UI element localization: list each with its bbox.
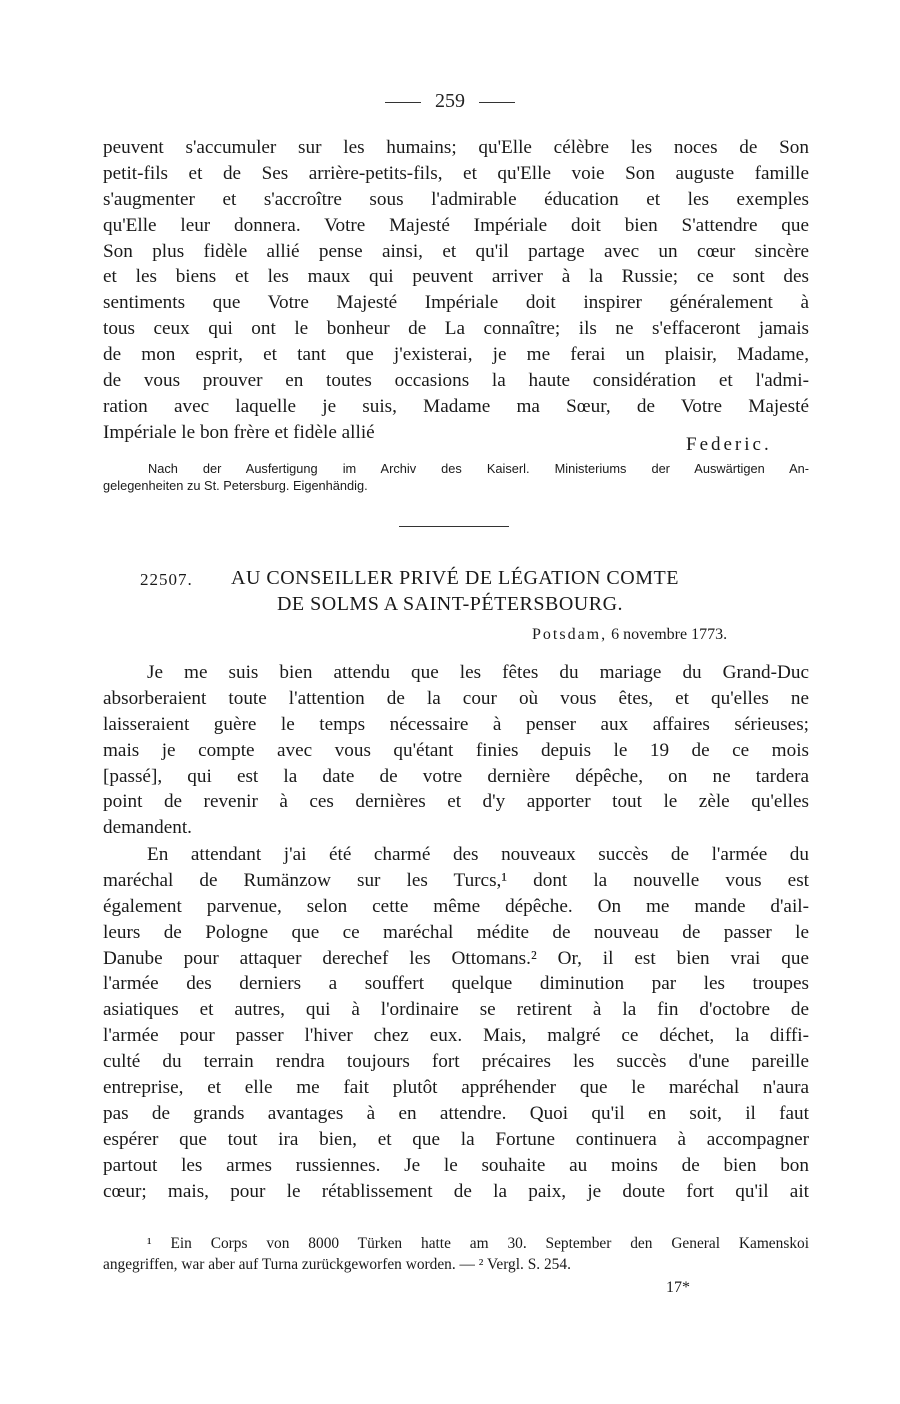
text-line: s'augmenter et s'accroître sous l'admirable éducation et les exemples	[103, 188, 809, 210]
source-note-line: Nach der Ausfertigung im Archiv des Kaiserl. Ministeriums der Auswärtigen An-	[148, 461, 809, 476]
dateline	[532, 626, 727, 644]
footnote-line: angegriffen, war aber auf Turna zurückgeworfen worden. — ² Vergl. S. 254.	[103, 1256, 571, 1273]
header-dash-left	[385, 102, 421, 103]
text-line: Impériale le bon frère et fidèle allié	[103, 421, 375, 443]
page-number-header	[0, 90, 900, 113]
footnote-line: ¹ Ein Corps von 8000 Türken hatte am 30. September den General Kamenskoi	[147, 1235, 809, 1252]
header-dash-right	[479, 102, 515, 103]
text-line: entreprise, et elle me fait plutôt appréhender que le maréchal n'aura	[103, 1077, 809, 1099]
text-line: leurs de Pologne que ce maréchal médite de nouveau de passer le	[103, 921, 809, 943]
dateline-date: 6 novembre 1773.	[611, 626, 728, 643]
page-number: 259	[435, 90, 465, 112]
text-line: qu'Elle leur donnera. Votre Majesté Impériale doit bien S'attendre que	[103, 214, 809, 236]
source-note-line: gelegenheiten zu St. Petersburg. Eigenhändig.	[103, 478, 368, 493]
dateline-place: Potsdam,	[532, 626, 608, 643]
signature: Federic.	[686, 434, 772, 455]
text-line: Son plus fidèle allié pense ainsi, et qu'il partage avec un cœur sincère	[103, 240, 809, 262]
text-line: de mon esprit, et tant que j'existerai, je me ferai un plaisir, Madame,	[103, 344, 809, 366]
text-line: sentiments que Votre Majesté Impériale doit inspirer généralement à	[103, 292, 809, 314]
letter-title-line2: DE SOLMS A SAINT-PÉTERSBOURG.	[276, 593, 624, 615]
text-line: En attendant j'ai été charmé des nouveaux succès de l'armée du	[147, 844, 809, 865]
paragraph-2	[103, 842, 809, 1204]
paragraph-1	[103, 660, 809, 841]
source-note	[103, 460, 809, 494]
text-line: partout les armes russiennes. Je le souhaite au moins de bien bon	[103, 1154, 809, 1176]
text-line: asiatiques et autres, qui à l'ordinaire se retirent à la fin d'octobre de	[103, 999, 809, 1021]
letter-title-line1: AU CONSEILLER PRIVÉ DE LÉGATION COMTE	[231, 567, 679, 589]
signature-mark: 17*	[666, 1279, 690, 1296]
text-line: demandent.	[103, 817, 192, 839]
text-line: mais je compte avec vous qu'étant finies depuis le 19 de ce mois	[103, 739, 809, 761]
text-line: également parvenue, selon cette même dépêche. On me mande d'ail-	[103, 895, 809, 917]
text-line: pas de grands avantages à en attendre. Quoi qu'il en soit, il faut	[103, 1102, 809, 1124]
text-line: Je me suis bien attendu que les fêtes du mariage du Grand-Duc	[147, 662, 809, 683]
text-line: l'armée pour passer l'hiver chez eux. Mais, malgré ce déchet, la diffi-	[103, 1025, 809, 1047]
text-line: [passé], qui est la date de votre dernière dépêche, on ne tardera	[103, 765, 809, 787]
text-line: absorberaient toute l'attention de la cour où vous êtes, et qu'elles ne	[103, 687, 809, 709]
text-line: peuvent s'accumuler sur les humains; qu'Elle célèbre les noces de Son	[103, 137, 809, 158]
footnotes	[103, 1233, 809, 1275]
text-line: point de revenir à ces dernières et d'y apporter tout le zèle qu'elles	[103, 791, 809, 813]
letter-number: 22507.	[140, 570, 193, 589]
text-line: ration avec laquelle je suis, Madame ma Sœur, de Votre Majesté	[103, 395, 809, 417]
section-divider	[399, 526, 509, 527]
text-line: cœur; mais, pour le rétablissement de la paix, je doute fort qu'il ait	[103, 1180, 809, 1202]
text-line: espérer que tout ira bien, et que la Fortune continuera à accompagner	[103, 1128, 809, 1150]
text-line: tous ceux qui ont le bonheur de La connaître; ils ne s'effaceront jamais	[103, 318, 809, 340]
text-line: de vous prouver en toutes occasions la haute considération et l'admi-	[103, 370, 809, 392]
text-line: et les biens et les maux qui peuvent arriver à la Russie; ce sont des	[103, 266, 809, 288]
text-line: laisseraient guère le temps nécessaire à penser aux affaires sérieuses;	[103, 713, 809, 735]
top-paragraph	[103, 135, 809, 446]
text-line: Danube pour attaquer derechef les Ottomans.² Or, il est bien vrai que	[103, 947, 809, 969]
text-line: petit-fils et de Ses arrière-petits-fils, et qu'Elle voie Son auguste famille	[103, 162, 809, 184]
text-line: maréchal de Rumänzow sur les Turcs,¹ dont la nouvelle vous est	[103, 869, 809, 891]
text-line: l'armée des derniers a souffert quelque diminution par les troupes	[103, 973, 809, 995]
text-line: culté du terrain rendra toujours fort précaires les succès d'une pareille	[103, 1051, 809, 1073]
